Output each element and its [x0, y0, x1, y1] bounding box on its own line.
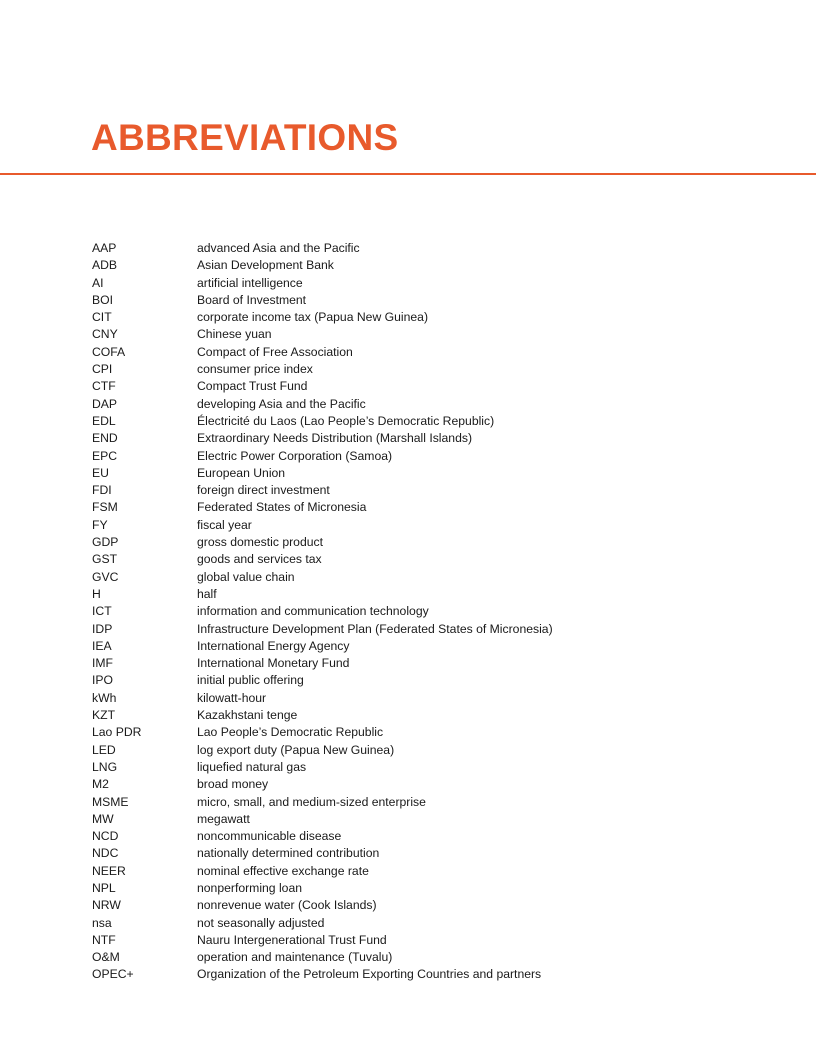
abbreviation-row [92, 517, 772, 534]
abbreviation-term: KZT [92, 708, 116, 723]
abbreviation-term: ADB [92, 258, 118, 273]
abbreviation-row [92, 949, 772, 966]
title-divider [0, 173, 816, 175]
abbreviation-definition: Infrastructure Development Plan (Federated States of Micronesia) [197, 621, 553, 636]
abbreviation-row [92, 465, 772, 482]
abbreviation-definition: Organization of the Petroleum Exporting Countries and partners [197, 967, 542, 982]
abbreviation-term: kWh [92, 690, 117, 705]
abbreviation-term: FDI [92, 483, 112, 498]
abbreviation-term: MW [92, 811, 114, 826]
abbreviation-term: NRW [92, 898, 121, 913]
abbreviation-definition: global value chain [197, 569, 295, 584]
abbreviation-row [92, 655, 772, 672]
abbreviation-term: FSM [92, 500, 118, 515]
abbreviation-term: H [92, 586, 101, 601]
abbreviation-definition: Compact of Free Association [197, 344, 353, 359]
abbreviation-row [92, 275, 772, 292]
abbreviation-row [92, 344, 772, 361]
abbreviation-term: M2 [92, 777, 109, 792]
abbreviation-term: CNY [92, 327, 118, 342]
abbreviation-row [92, 551, 772, 568]
abbreviation-definition: consumer price index [197, 362, 313, 377]
abbreviation-term: NCD [92, 829, 119, 844]
abbreviation-definition: information and communication technology [197, 604, 429, 619]
abbreviation-definition: nonperforming loan [197, 880, 303, 895]
abbreviation-definition: Board of Investment [197, 292, 307, 307]
abbreviation-definition: Lao People’s Democratic Republic [197, 725, 384, 740]
abbreviation-term: AAP [92, 241, 117, 255]
abbreviation-definition: nominal effective exchange rate [197, 863, 369, 878]
abbreviation-row [92, 966, 772, 983]
abbreviation-term: BOI [92, 292, 113, 307]
abbreviation-definition: micro, small, and medium-sized enterprise [197, 794, 426, 809]
abbreviation-term: CPI [92, 362, 113, 377]
abbreviation-row [92, 430, 772, 447]
abbreviation-term: EDL [92, 413, 116, 428]
abbreviation-term: MSME [92, 794, 129, 809]
abbreviation-row [92, 603, 772, 620]
abbreviation-row [92, 586, 772, 603]
abbreviation-definition: artificial intelligence [197, 275, 303, 290]
abbreviation-definition: Chinese yuan [197, 327, 272, 342]
abbreviation-definition: developing Asia and the Pacific [197, 396, 366, 411]
abbreviation-term: Lao PDR [92, 725, 142, 740]
page-title: ABBREVIATIONS [91, 117, 399, 158]
abbreviation-row [92, 621, 772, 638]
abbreviation-row [92, 828, 772, 845]
abbreviation-row [92, 672, 772, 689]
abbreviation-row [92, 448, 772, 465]
abbreviation-list [92, 240, 772, 984]
abbreviation-term: CTF [92, 379, 116, 394]
abbreviation-definition: goods and services tax [197, 552, 322, 567]
abbreviation-definition: gross domestic product [197, 535, 323, 550]
abbreviation-definition: kilowatt-hour [197, 690, 267, 705]
abbreviation-definition: liquefied natural gas [197, 759, 307, 774]
abbreviation-term: GDP [92, 535, 119, 550]
abbreviation-row [92, 240, 772, 257]
abbreviation-definition: nationally determined contribution [197, 846, 380, 861]
abbreviation-row [92, 499, 772, 516]
abbreviation-term: LED [92, 742, 116, 757]
abbreviation-definition: Electric Power Corporation (Samoa) [197, 448, 393, 463]
abbreviation-term: GST [92, 552, 118, 567]
abbreviation-row [92, 880, 772, 897]
abbreviation-row [92, 569, 772, 586]
abbreviation-term: LNG [92, 759, 118, 774]
abbreviation-row [92, 292, 772, 309]
abbreviation-definition: half [197, 586, 217, 601]
abbreviation-row [92, 309, 772, 326]
abbreviation-row [92, 915, 772, 932]
abbreviation-term: CIT [92, 310, 112, 325]
abbreviation-term: COFA [92, 344, 126, 359]
abbreviation-definition: corporate income tax (Papua New Guinea) [197, 310, 429, 325]
abbreviation-row [92, 361, 772, 378]
abbreviation-row [92, 845, 772, 862]
abbreviation-definition: Compact Trust Fund [197, 379, 308, 394]
abbreviation-definition: noncommunicable disease [197, 829, 342, 844]
abbreviation-row [92, 638, 772, 655]
abbreviation-term: IMF [92, 656, 113, 671]
abbreviation-definition: International Energy Agency [197, 638, 350, 653]
abbreviation-term: nsa [92, 915, 112, 930]
abbreviation-row [92, 707, 772, 724]
abbreviation-definition: megawatt [197, 811, 250, 826]
abbreviation-term: NTF [92, 932, 116, 947]
abbreviation-term: EPC [92, 448, 118, 463]
abbreviation-row [92, 759, 772, 776]
abbreviation-definition: Kazakhstani tenge [197, 708, 298, 723]
abbreviation-row [92, 482, 772, 499]
abbreviation-term: DAP [92, 396, 118, 411]
abbreviation-row [92, 776, 772, 793]
abbreviation-term: FY [92, 517, 108, 532]
abbreviation-row [92, 326, 772, 343]
abbreviation-definition: log export duty (Papua New Guinea) [197, 742, 395, 757]
abbreviation-definition: operation and maintenance (Tuvalu) [197, 950, 393, 965]
abbreviation-row [92, 724, 772, 741]
abbreviation-definition: fiscal year [197, 517, 252, 532]
abbreviation-term: NEER [92, 863, 126, 878]
abbreviation-term: IPO [92, 673, 113, 688]
abbreviation-definition: International Monetary Fund [197, 656, 350, 671]
abbreviation-definition: Extraordinary Needs Distribution (Marshall Islands) [197, 431, 472, 446]
abbreviation-row [92, 897, 772, 914]
abbreviation-definition: advanced Asia and the Pacific [197, 241, 360, 255]
abbreviation-definition: Federated States of Micronesia [197, 500, 367, 515]
abbreviation-definition: broad money [197, 777, 269, 792]
abbreviation-row [92, 690, 772, 707]
abbreviation-definition: initial public offering [197, 673, 304, 688]
abbreviation-definition: foreign direct investment [197, 483, 330, 498]
abbreviation-row [92, 378, 772, 395]
abbreviation-term: IDP [92, 621, 113, 636]
abbreviation-definition: Électricité du Laos (Lao People’s Democratic Republic) [197, 413, 495, 428]
abbreviation-term: EU [92, 465, 109, 480]
abbreviation-term: NPL [92, 880, 116, 895]
abbreviation-definition: European Union [197, 465, 286, 480]
abbreviation-definition: nonrevenue water (Cook Islands) [197, 898, 377, 913]
abbreviation-term: O&M [92, 950, 120, 965]
abbreviation-row [92, 396, 772, 413]
abbreviation-term: AI [92, 275, 104, 290]
abbreviation-row [92, 932, 772, 949]
abbreviation-row [92, 794, 772, 811]
abbreviation-row [92, 534, 772, 551]
abbreviation-row [92, 413, 772, 430]
abbreviation-term: GVC [92, 569, 119, 584]
abbreviation-term: ICT [92, 604, 112, 619]
abbreviation-term: END [92, 431, 118, 446]
abbreviation-term: OPEC+ [92, 967, 134, 982]
abbreviation-definition: Nauru Intergenerational Trust Fund [197, 932, 387, 947]
abbreviation-row [92, 742, 772, 759]
abbreviation-row [92, 257, 772, 274]
abbreviation-term: IEA [92, 638, 112, 653]
abbreviation-definition: Asian Development Bank [197, 258, 334, 273]
abbreviation-term: NDC [92, 846, 119, 861]
abbreviation-definition: not seasonally adjusted [197, 915, 325, 930]
abbreviation-row [92, 811, 772, 828]
abbreviation-row [92, 863, 772, 880]
